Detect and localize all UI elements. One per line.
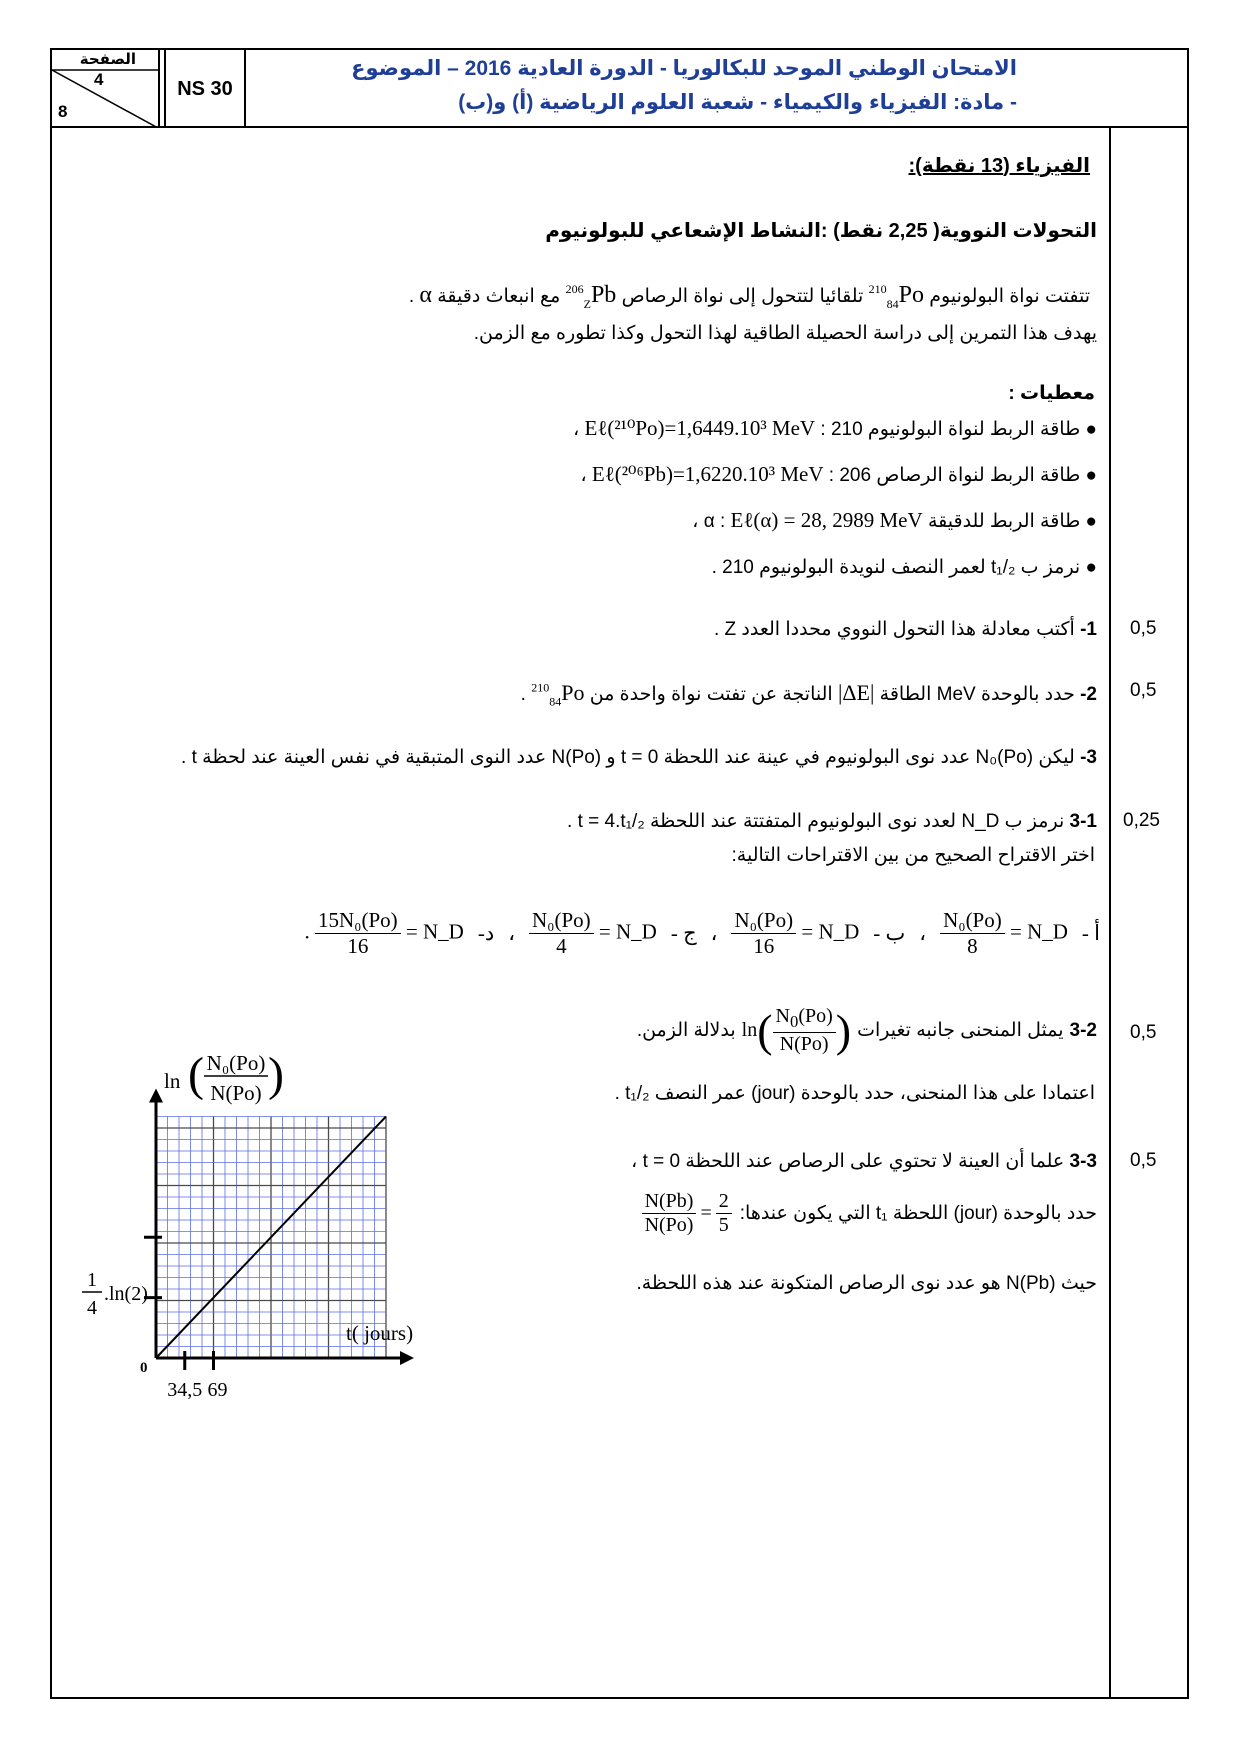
intro-text-c: مع انبعاث دقيقة — [437, 286, 561, 307]
page-total: 8 — [58, 102, 68, 121]
exam-code: NS 30 — [164, 50, 246, 128]
option-d-label[interactable]: د- — [477, 921, 495, 945]
option-d[interactable]: N_D = $\frac{\text{15N₀(Po)}}{16}$ . — [304, 908, 464, 958]
option-a-label[interactable]: أ - — [1081, 921, 1100, 945]
options-row: أ - N_D = $\frac{\text{N₀(Po)}}{8}$ ، ب - N_D = $\frac{\text{N₀(Po)}}{16}$ ، ج - N_D = $\frac{\text{N₀(Po)}}{4}$ ، د- N_D = $\frac{\text{15N₀(Po)}}{16}$ . — [304, 908, 1100, 958]
alpha-symbol: α — [419, 282, 432, 308]
y-axis-label-paren-open: ( — [188, 1050, 204, 1101]
givens-title: معطيات : — [1008, 383, 1095, 404]
polonium-nuclide: $^{210}_{84}$Po — [868, 282, 924, 311]
option-b-label[interactable]: ب - — [873, 921, 906, 945]
exam-header — [50, 48, 1189, 128]
header-title-line1: الامتحان الوطني الموحد للبكالوريا - الدورة العادية 2016 – الموضوع — [351, 57, 1017, 80]
page-number: 4 — [94, 70, 104, 89]
points-q32: 0,5 — [1130, 1022, 1157, 1043]
decay-graph — [70, 1050, 480, 1410]
x-axis-label: t( jours) — [346, 1321, 414, 1345]
given-item-4: ● نرمز ب t₁/₂ لعمر النصف لنويدة البولونيوم 210 . — [711, 557, 1097, 578]
frame-left-border — [50, 128, 52, 1698]
origin-label: 0 — [140, 1360, 148, 1376]
y-tick-label-suffix: .ln(2) — [104, 1283, 148, 1305]
question-3-1-instruction: اختر الاقتراح الصحيح من بين الاقتراحات التالية: — [731, 845, 1095, 866]
question-3-2-instruction: اعتمادا على هذا المنحنى، حدد بالوحدة (jour) عمر النصف t₁/₂ . — [614, 1083, 1095, 1104]
x-axis-arrow — [400, 1351, 414, 1365]
intro-text-a: تتفتت نواة البولونيوم — [929, 286, 1090, 307]
option-c-label[interactable]: ج - — [670, 921, 697, 945]
frame-right-border — [1187, 128, 1189, 1698]
question-3-3-condition: حدد بالوحدة (jour) اللحظة t₁ التي يكون عندها: $\frac{N(Pb)}{N(Po)}$ = $\frac{2}{5}$ — [642, 1190, 1097, 1237]
intro-line1: تتفتت نواة البولونيوم $^{210}_{84}$Po تلقائيا لتتحول إلى نواة الرصاص $^{206}_Z$Pb مع انبعاث دقيقة α . — [408, 282, 1090, 311]
intro-line2: يهدف هذا التمرين إلى دراسة الحصيلة الطاقية لهذا التحول وكذا تطوره مع الزمن. — [473, 323, 1097, 344]
question-3: 3- ليكن N₀(Po) عدد نوى البولونيوم في عينة عند اللحظة t = 0 و N(Po) عدد النوى المتبقية في نفس العينة عند لحظة t . — [181, 747, 1097, 768]
frame-points-column-border — [1109, 128, 1111, 1698]
y-axis-arrow — [149, 1089, 163, 1103]
option-b[interactable]: N_D = $\frac{\text{N₀(Po)}}{16}$ — [731, 908, 859, 959]
y-axis-label-paren-close: ) — [268, 1050, 284, 1101]
polonium-nuclide-q2: $^{210}_{84}$Po — [531, 680, 585, 709]
y-axis-label-num: N₀(Po) — [206, 1051, 266, 1075]
exercise-title: التحولات النووية( 2,25 نقط) :النشاط الإشعاعي للبولونيوم — [545, 220, 1097, 242]
x-tick-label-34-5: 34,5 — [167, 1379, 203, 1401]
given-item-3: ● طاقة الربط للدقيقة α : Eℓ(α) = 28, 2989 MeV ، — [692, 508, 1097, 532]
points-q33: 0,5 — [1130, 1150, 1157, 1171]
header-title-line2: - مادة: الفيزياء والكيمياء - شعبة العلوم الرياضية (أ) و(ب) — [458, 91, 1017, 114]
page-label: الصفحة — [79, 51, 136, 68]
y-axis-label-den: N(Po) — [210, 1081, 262, 1105]
section-title: الفيزياء (13 نقطة): — [908, 155, 1090, 177]
points-q2: 0,5 — [1130, 680, 1157, 701]
y-tick-label-num: 1 — [87, 1269, 97, 1291]
x-tick-label-69: 69 — [207, 1379, 228, 1401]
ratio-equation: $\frac{N(Pb)}{N(Po)}$ = $\frac{2}{5}$ — [642, 1190, 732, 1237]
points-q31: 0,25 — [1123, 810, 1160, 831]
question-1: 1- أكتب معادلة هذا التحول النووي محددا العدد Z . — [713, 619, 1097, 640]
option-a[interactable]: N_D = $\frac{\text{N₀(Po)}}{8}$ — [940, 908, 1068, 959]
y-axis-label-ln: ln — [164, 1069, 181, 1093]
question-3-2: 3-2 يمثل المنحنى جانبه تغيرات ln ( $\frac{N_0(Po)}{N(Po)}$ ) بدلالة الزمن. — [636, 1004, 1097, 1056]
option-c[interactable]: N_D = $\frac{\text{N₀(Po)}}{4}$ — [529, 908, 657, 959]
question-2: 2- حدد بالوحدة MeV الطاقة |ΔE| الناتجة عن تفتت نواة واحدة من $^{210}_{84}$Po . — [520, 680, 1097, 709]
ln-ratio-expression: ln ( $\frac{N_0(Po)}{N(Po)}$ ) — [741, 1004, 852, 1056]
frame-bottom-border — [50, 1697, 1189, 1699]
page-number-box — [52, 50, 160, 128]
given-item-2: ● طاقة الربط لنواة الرصاص 206 : Eℓ(²⁰⁶Pb)=1,6220.10³ MeV ، — [580, 462, 1097, 486]
given-item-1: ● طاقة الربط لنواة البولونيوم 210 : Eℓ(²¹⁰Po)=1,6449.10³ MeV ، — [573, 416, 1097, 440]
intro-text-b: تلقائيا لتتحول إلى نواة الرصاص — [621, 286, 864, 307]
question-3-3-note: حيث N(Pb) هو عدد نوى الرصاص المتكونة عند هذه اللحظة. — [636, 1273, 1097, 1294]
y-tick-label-den: 4 — [87, 1297, 97, 1319]
points-q1: 0,5 — [1130, 618, 1157, 639]
question-3-1: 3-1 نرمز ب N_D لعدد نوى البولونيوم المتفتتة عند اللحظة t = 4.t₁/₂ . — [567, 811, 1097, 832]
question-3-3: 3-3 علما أن العينة لا تحتوي على الرصاص عند اللحظة t = 0 ، — [631, 1151, 1097, 1172]
lead-nuclide: $^{206}_Z$Pb — [565, 282, 617, 311]
